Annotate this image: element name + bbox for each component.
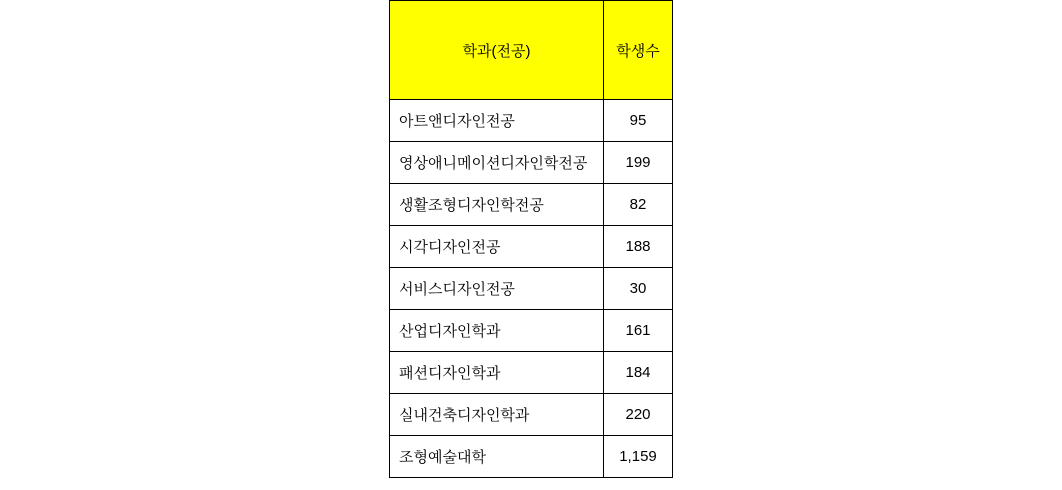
table-header (390, 1, 673, 100)
cell-major: 실내건축디자인학과 (390, 394, 604, 436)
table-row (390, 436, 673, 478)
table-row (390, 142, 673, 184)
cell-count: 1,159 (604, 436, 673, 478)
cell-count: 220 (604, 394, 673, 436)
cell-major: 생활조형디자인학전공 (390, 184, 604, 226)
table-header-row (390, 1, 673, 100)
cell-major: 조형예술대학 (390, 436, 604, 478)
column-header-count: 학생수 (604, 1, 673, 100)
cell-major: 서비스디자인전공 (390, 268, 604, 310)
cell-count: 30 (604, 268, 673, 310)
column-header-major: 학과(전공) (390, 1, 604, 100)
table-row (390, 352, 673, 394)
table-row (390, 268, 673, 310)
student-count-table-container (389, 0, 672, 478)
cell-major: 아트앤디자인전공 (390, 100, 604, 142)
cell-count: 188 (604, 226, 673, 268)
cell-count: 199 (604, 142, 673, 184)
table-row (390, 310, 673, 352)
table-row (390, 184, 673, 226)
cell-count: 82 (604, 184, 673, 226)
cell-major: 시각디자인전공 (390, 226, 604, 268)
cell-major: 패션디자인학과 (390, 352, 604, 394)
table-row (390, 394, 673, 436)
cell-major: 산업디자인학과 (390, 310, 604, 352)
cell-count: 161 (604, 310, 673, 352)
table-row (390, 226, 673, 268)
cell-major: 영상애니메이션디자인학전공 (390, 142, 604, 184)
cell-count: 95 (604, 100, 673, 142)
cell-count: 184 (604, 352, 673, 394)
table-body (390, 100, 673, 478)
student-count-table (389, 0, 673, 478)
table-row (390, 100, 673, 142)
